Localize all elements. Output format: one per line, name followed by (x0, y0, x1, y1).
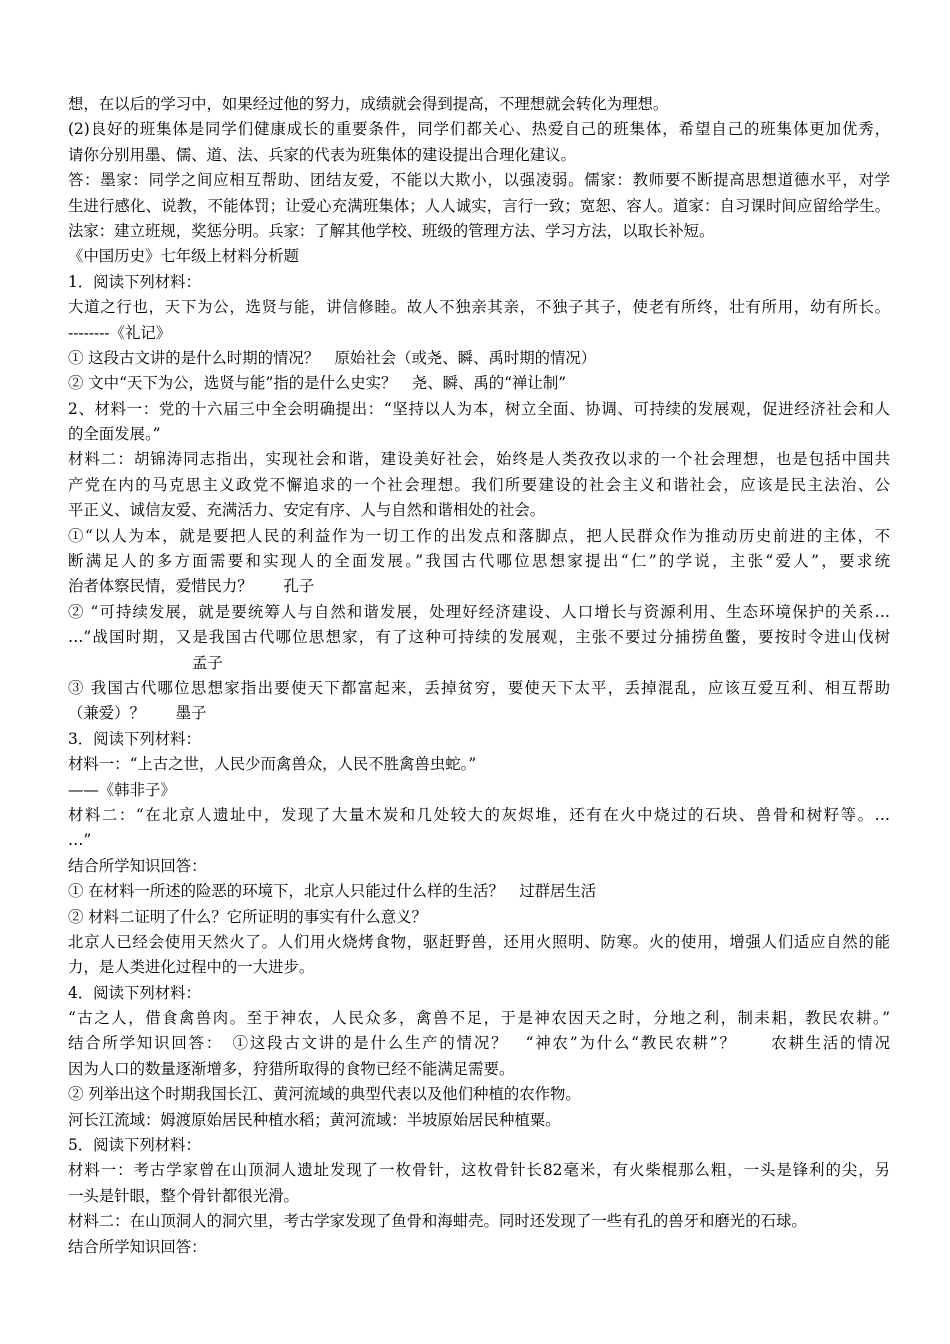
text-line: 材料二：胡锦涛同志指出，实现社会和谐，建设美好社会，始终是人类孜孜以求的一个社会理想，也是包括中国共 (68, 450, 890, 469)
text-line: …” (68, 831, 92, 850)
text-line: 河长江流域：姆渡原始居民种植水稻；黄河流域：半坡原始居民种植粟。 (68, 1110, 561, 1129)
source-citation: ——《韩非子》 (68, 780, 176, 799)
answer-line: 孟子 (192, 653, 223, 672)
question-heading: 5．阅读下列材料： (68, 1136, 201, 1155)
text-line: ② 列举出这个时期我国长江、黄河流域的典型代表以及他们种植的农作物。 (68, 1085, 581, 1104)
text-line: 请你分别用墨、儒、道、法、兵家的代表为班集体的建设提出合理化建议。 (68, 145, 576, 164)
text-line: ③ 我国古代哪位思想家指出要使天下都富起来，丢掉贫穷，要使天下太平，丢掉混乱，应该互爱互利、相互帮助 (68, 678, 890, 697)
text-line: 治者体察民情，爱惜民力？ 孔子 (68, 577, 315, 596)
text-line: (2)良好的班集体是同学们健康成长的重要条件，同学们都关心、热爱自己的班集体，希望自己的班集体更加优秀， (68, 120, 890, 139)
text-line: 材料一：考古学家曾在山顶洞人遗址发现了一枚骨针，这枚骨针长82毫米，有火柴棍那么粗，一头是锋利的尖，另 (68, 1161, 890, 1180)
text-line: 材料二：在山顶洞人的洞穴里，考古学家发现了鱼骨和海蚶壳。同时还发现了一些有孔的兽牙和磨光的石球。 (68, 1212, 807, 1231)
text-line: 2、材料一：党的十六届三中全会明确提出：“坚持以人为本，树立全面、协调、可持续的发展观，促进经济社会和人 (68, 399, 890, 418)
text-line: 法家：建立班规，奖惩分明。兵家：了解其他学校、班级的管理方法、学习方法，以取长补短。 (68, 221, 715, 240)
text-line: ② 文中“天下为公，选贤与能”指的是什么史实？ 尧、瞬、禹的“禅让制” (68, 374, 567, 393)
text-line: 北京人已经会使用天然火了。人们用火烧烤食物，驱赶野兽，还用火照明、防寒。火的使用，增强人们适应自然的能 (68, 932, 890, 951)
text-line: ② 材料二证明了什么？它所证明的事实有什么意义？ (68, 907, 427, 926)
text-line: ①“以人为本，就是要把人民的利益作为一切工作的出发点和落脚点，把人民群众作为推动历史前进的主体，不 (68, 526, 890, 545)
text-line: 断满足人的多方面需要和实现人的全面发展。”我国古代哪位思想家提出“仁”的学说，主张“爱人”，要求统 (68, 552, 890, 571)
text-line: 材料一：“上古之世，人民少而禽兽众，人民不胜禽兽虫蛇。” (68, 755, 477, 774)
text-line: 答：墨家：同学之间应相互帮助、团结友爱，不能以大欺小，以强凌弱。儒家：教师要不断提高思想道德水平，对学 (68, 171, 890, 190)
text-line: 一头是针眼，整个骨针都很光滑。 (68, 1186, 299, 1205)
question-heading: 1．阅读下列材料： (68, 272, 201, 291)
text-line: ② “可持续发展，就是要统筹人与自然和谐发展，处理好经济建设、人口增长与资源利用、生态环境保护的关系… (68, 602, 890, 621)
text-line: 的全面发展。” (68, 425, 161, 444)
text-line: 材料二：“在北京人遗址中，发现了大量木炭和几处较大的灰烬堆，还有在火中烧过的石块、兽骨和树籽等。… (68, 805, 890, 824)
text-line: 结合所学知识回答： (68, 856, 207, 875)
source-citation: --------《礼记》 (68, 323, 172, 342)
text-line: ① 这段古文讲的是什么时期的情况？ 原始社会（或尧、瞬、禹时期的情况） (68, 348, 597, 367)
text-line: ① 在材料一所述的险恶的环境下，北京人只能过什么样的生活？ 过群居生活 (68, 882, 597, 901)
text-line: 力，是人类进化过程中的一大进步。 (68, 958, 315, 977)
question-heading: 4．阅读下列材料： (68, 983, 201, 1002)
text-line: “古之人，借食禽兽肉。至于神农，人民众多，禽兽不足，于是神农因天之时，分地之利，制耒耜，教民农耕。” (68, 1009, 890, 1028)
text-line: 想，在以后的学习中，如果经过他的努力，成绩就会得到提高，不理想就会转化为理想。 (68, 95, 669, 113)
text-line: 结合所学知识回答： (68, 1237, 207, 1256)
text-line: …”战国时期，又是我国古代哪位思想家，有了这种可持续的发展观，主张不要过分捕捞鱼鳖，要按时令进山伐树 (68, 628, 890, 647)
section-heading: 《中国历史》七年级上材料分析题 (68, 247, 299, 266)
text-line: 平正义、诚信友爱、充满活力、安定有序、人与自然和谐相处的社会。 (68, 501, 546, 520)
text-line: 结合所学知识回答： ①这段古文讲的是什么生产的情况？ “神农”为什么“教民农耕”？ 农耕生活的情况 (68, 1034, 890, 1053)
text-line: （兼爱）？ 墨子 (68, 704, 207, 723)
question-heading: 3．阅读下列材料： (68, 729, 201, 748)
text-line: 产党在内的马克思主义政党不懈追求的一个社会理想。我们所要建设的社会主义和谐社会，应该是民主法治、公 (68, 475, 890, 494)
text-line: 因为人口的数量逐渐增多，狩猎所取得的食物已经不能满足需要。 (68, 1059, 515, 1078)
text-line: 生进行感化、说教，不能体罚；让爱心充满班集体；人人诚实，言行一致；宽恕、容人。道家：自习课时间应留给学生。 (68, 196, 890, 215)
document-page (68, 92, 890, 1260)
text-line: 大道之行也，天下为公，选贤与能，讲信修睦。故人不独亲其亲，不独子其子，使老有所终，壮有所用，幼有所长。 (68, 298, 890, 317)
